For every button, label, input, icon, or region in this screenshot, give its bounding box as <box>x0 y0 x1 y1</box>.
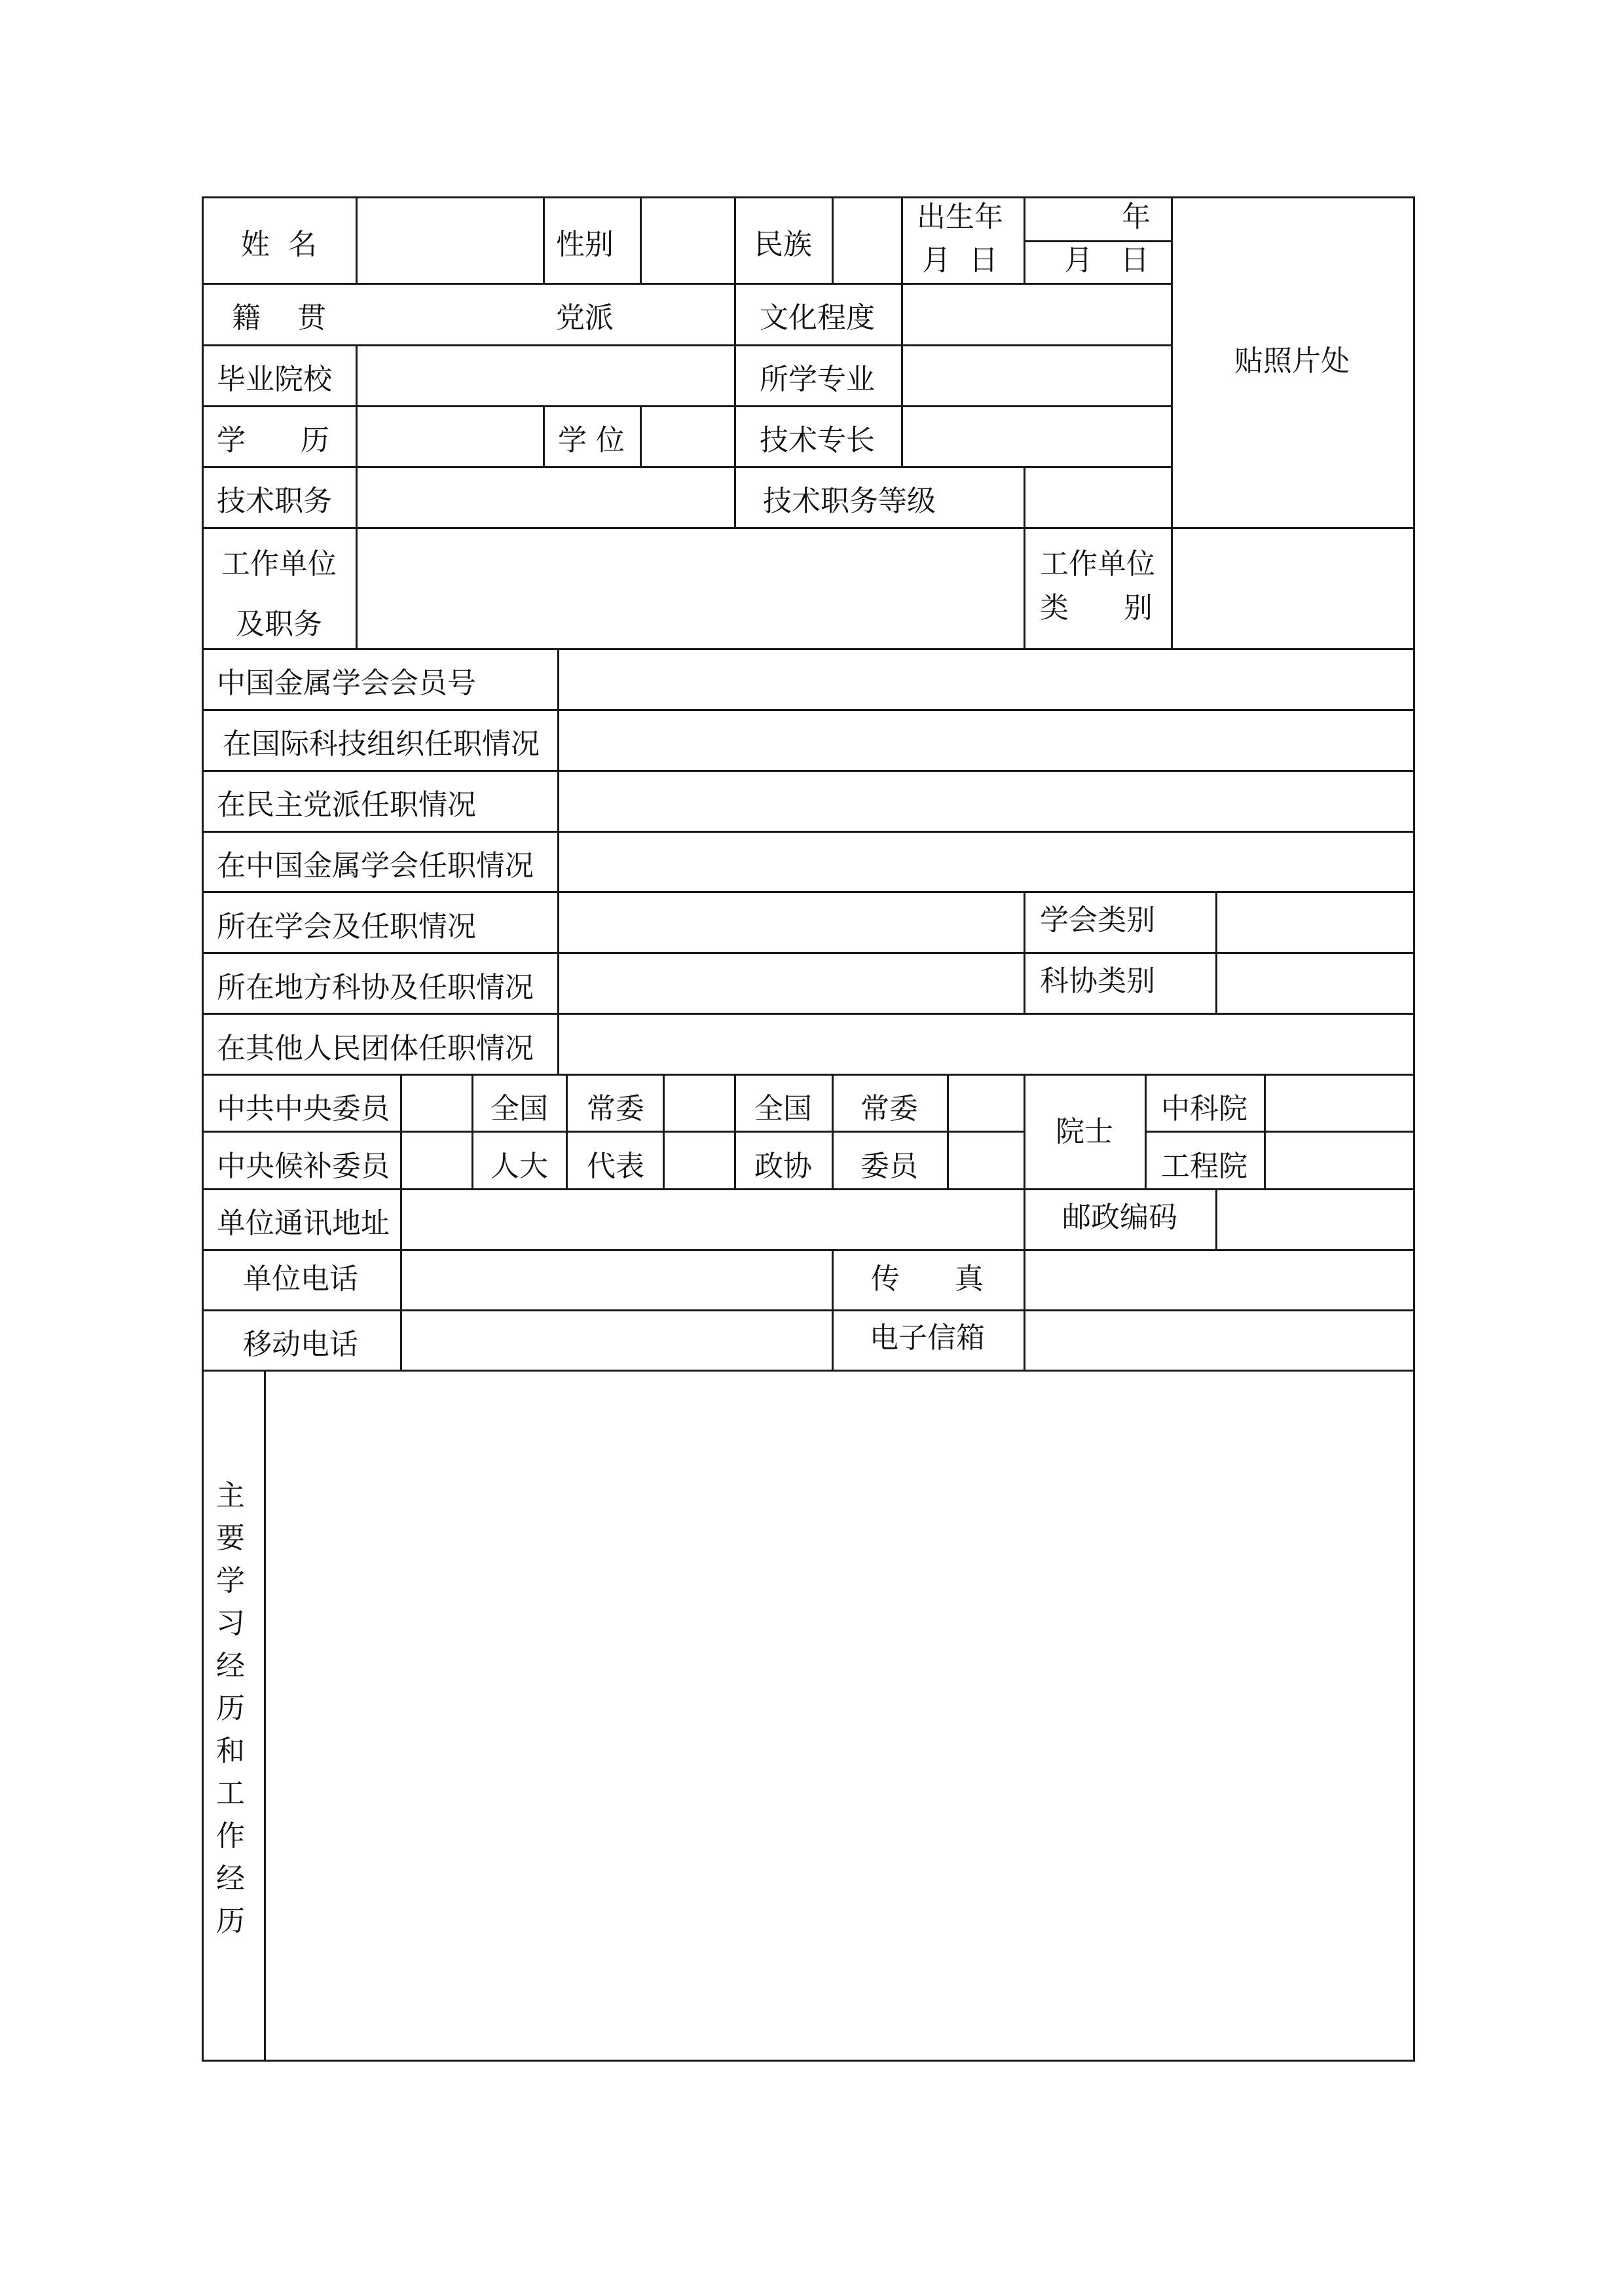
tech-grade-field[interactable] <box>1025 468 1171 527</box>
tech-title-field[interactable] <box>358 468 734 527</box>
address-label: 单位通讯地址 <box>217 1207 390 1240</box>
education-level-field[interactable] <box>903 285 1171 344</box>
society-type-field[interactable] <box>1217 893 1413 952</box>
local-assoc-field[interactable] <box>559 954 1024 1013</box>
other-org-label: 在其他人民团体任职情况 <box>217 1032 534 1065</box>
address-field[interactable] <box>402 1190 1024 1249</box>
npc-standing-label: 常委 <box>587 1092 644 1125</box>
cae-field[interactable] <box>1266 1133 1413 1188</box>
postcode-field[interactable] <box>1217 1190 1413 1249</box>
email-field[interactable] <box>1025 1311 1413 1370</box>
tech-title-label: 技术职务 <box>217 484 332 518</box>
line <box>734 1074 736 1188</box>
office-phone-field[interactable] <box>402 1251 832 1309</box>
name-field[interactable] <box>358 198 543 283</box>
gender-label: 性别 <box>556 228 614 261</box>
npc-label: 全国 <box>490 1092 548 1125</box>
democratic-party-label: 在民主党派任职情况 <box>217 788 476 822</box>
party-field[interactable] <box>642 285 734 344</box>
npc-standing-field[interactable] <box>665 1076 734 1131</box>
csm-member-no-label: 中国金属学会会员号 <box>217 666 476 700</box>
cpc-central-label: 中共中央委员 <box>217 1092 390 1125</box>
cpc-central-field[interactable] <box>402 1076 471 1131</box>
birth-date-label-2: 月 日 <box>922 244 998 277</box>
line <box>1024 1188 1025 1249</box>
birth-month-day-unit: 月 日 <box>1064 244 1149 277</box>
fax-label: 传 真 <box>871 1262 984 1296</box>
npc-standing-label-2: 代表 <box>587 1150 644 1183</box>
education-level-label: 文化程度 <box>760 301 875 335</box>
unit-type-label: 工作单位 <box>1040 547 1155 581</box>
line <box>832 1074 834 1188</box>
work-unit-label-2: 及职务 <box>236 608 322 641</box>
intl-org-label: 在国际科技组织任职情况 <box>223 727 540 761</box>
cppcc-label-2: 政协 <box>754 1150 812 1183</box>
other-org-field[interactable] <box>559 1015 1413 1074</box>
fax-field[interactable] <box>1025 1251 1413 1309</box>
democratic-party-field[interactable] <box>559 772 1413 831</box>
photo-placeholder: 贴照片处 <box>1234 344 1350 378</box>
csm-position-field[interactable] <box>559 833 1413 891</box>
cpc-alternate-label: 中央候补委员 <box>217 1150 390 1183</box>
major-field[interactable] <box>903 346 1171 405</box>
birth-date-label: 出生年 <box>917 200 1003 234</box>
line <box>202 1074 1415 1076</box>
assoc-type-field[interactable] <box>1217 954 1413 1013</box>
native-place-field[interactable] <box>358 285 543 344</box>
society-position-label: 所在学会及任职情况 <box>217 910 476 943</box>
postcode-label: 邮政编码 <box>1062 1201 1177 1234</box>
name-label: 姓 名 <box>241 228 317 261</box>
cpc-alternate-field[interactable] <box>402 1133 471 1188</box>
line <box>1024 891 1025 1013</box>
cas-field[interactable] <box>1266 1076 1413 1131</box>
history-field[interactable] <box>266 1372 1413 2060</box>
photo-area[interactable] <box>1173 198 1413 527</box>
specialty-label: 技术专长 <box>760 424 875 457</box>
assoc-type-label: 科协类别 <box>1040 964 1155 998</box>
local-assoc-label: 所在地方科协及任职情况 <box>217 971 534 1004</box>
major-label: 所学专业 <box>760 363 875 396</box>
cppcc-standing-field[interactable] <box>949 1076 1024 1131</box>
cas-label: 中科院 <box>1161 1092 1247 1125</box>
intl-org-field[interactable] <box>559 711 1413 770</box>
society-position-field[interactable] <box>559 893 1024 952</box>
cppcc-label: 全国 <box>754 1092 812 1125</box>
birth-year-unit: 年 <box>1122 200 1151 234</box>
tech-grade-label: 技术职务等级 <box>763 484 936 518</box>
work-unit-field[interactable] <box>358 529 1024 648</box>
line <box>566 1074 568 1188</box>
line <box>1145 1074 1147 1188</box>
degree-label: 学 位 <box>558 424 625 457</box>
ethnicity-label: 民族 <box>754 228 812 261</box>
line <box>543 196 545 283</box>
line <box>832 1249 834 1370</box>
degree-field[interactable] <box>642 407 734 466</box>
school-field[interactable] <box>358 346 734 405</box>
border-left <box>202 196 204 2062</box>
unit-type-field[interactable] <box>1173 529 1413 648</box>
line <box>202 1131 1024 1133</box>
history-label: 主 要 学 习 经 历 和 工 作 经 历 <box>216 1479 245 1938</box>
line <box>543 405 545 466</box>
csm-position-label: 在中国金属学会任职情况 <box>217 849 534 883</box>
mobile-label: 移动电话 <box>243 1328 358 1361</box>
party-label: 党派 <box>556 301 614 335</box>
birth-year-field[interactable] <box>1025 198 1171 240</box>
cae-label: 工程院 <box>1161 1150 1247 1183</box>
border-bottom <box>202 2060 1415 2062</box>
native-place-label: 籍 贯 <box>232 301 326 335</box>
unit-type-label-2: 类 别 <box>1040 591 1153 625</box>
cppcc-standing-label: 常委 <box>860 1092 918 1125</box>
society-type-label: 学会类别 <box>1040 903 1155 937</box>
cppcc-member-field[interactable] <box>949 1133 1024 1188</box>
npc-label-2: 人大 <box>490 1150 548 1183</box>
education-record-field[interactable] <box>358 407 543 466</box>
birth-month-day-field[interactable] <box>1025 242 1171 283</box>
gender-field[interactable] <box>642 198 734 283</box>
academician-label: 院士 <box>1056 1115 1113 1148</box>
line <box>734 196 736 527</box>
mobile-field[interactable] <box>402 1311 832 1370</box>
work-unit-label: 工作单位 <box>221 547 337 581</box>
border-right <box>1413 196 1415 2062</box>
npc-deputy-field[interactable] <box>665 1133 734 1188</box>
line <box>1024 1074 1025 1188</box>
email-label: 电子信箱 <box>870 1321 985 1355</box>
cppcc-standing-label-2: 委员 <box>860 1150 918 1183</box>
csm-member-no-field[interactable] <box>559 650 1413 709</box>
specialty-field[interactable] <box>903 407 1171 466</box>
education-record-label: 学 历 <box>217 424 329 457</box>
line <box>471 1074 473 1188</box>
school-label: 毕业院校 <box>217 363 332 396</box>
office-phone-label: 单位电话 <box>243 1262 358 1296</box>
ethnicity-field[interactable] <box>834 198 901 283</box>
